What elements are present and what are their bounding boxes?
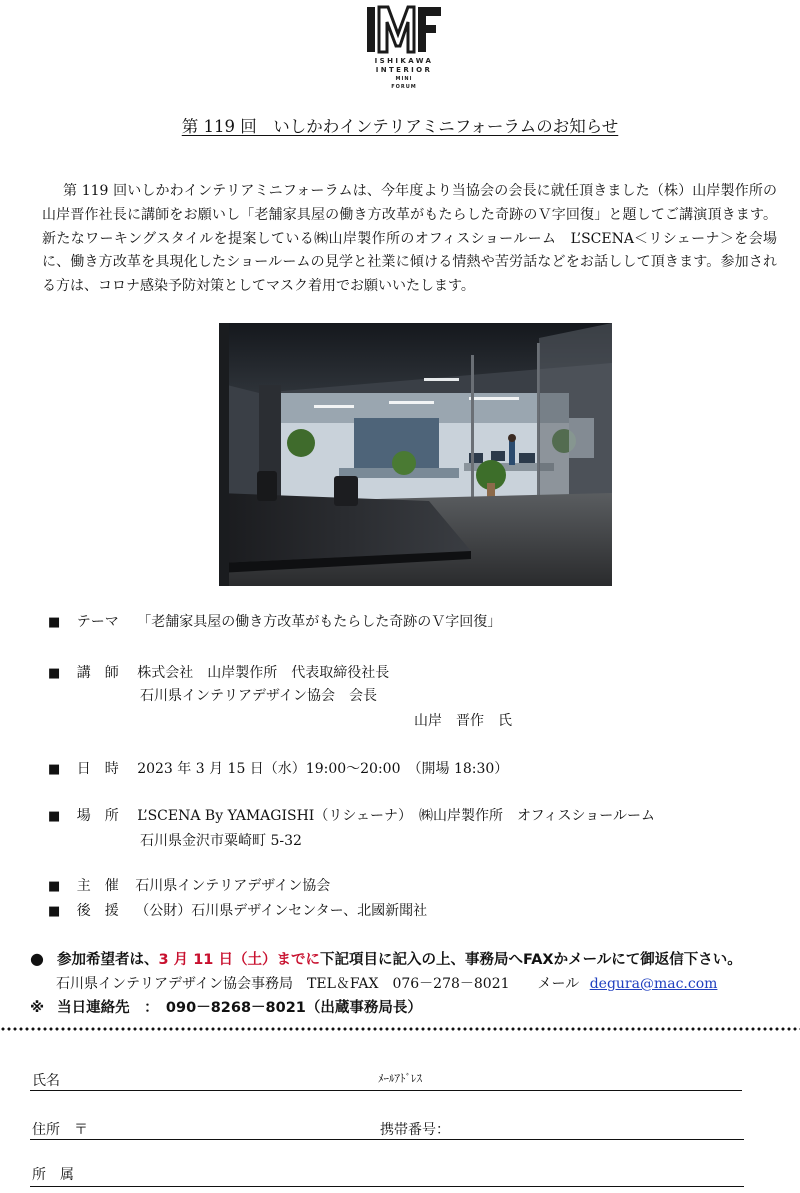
venue-line1: L’SCENA By YAMAGISHI（リシェーナ） ㈱山岸製作所 オフィスショールーム — [137, 808, 655, 824]
speaker-line1: 株式会社 山岸製作所 代表取締役社長 — [137, 665, 390, 681]
bullet-square: ■ — [48, 809, 61, 824]
venue-line2: 石川県金沢市粟崎町 5-32 — [140, 833, 302, 849]
support-label: 後 援 — [76, 903, 119, 919]
form-affiliation-line[interactable] — [30, 1186, 744, 1187]
speaker-name: 山岸 晋作 氏 — [414, 713, 512, 729]
theme-row — [48, 612, 501, 633]
imf-logo — [362, 0, 446, 98]
logo-text-forum: FORUM — [391, 84, 417, 90]
page-title: 第 119 回 いしかわインテリアミニフォーラムのお知らせ — [181, 117, 619, 136]
logo-text-mini: MINI — [395, 76, 413, 82]
host-label: 主 催 — [76, 878, 119, 894]
notice-part1: 参加希望者は、 — [57, 952, 159, 968]
contact-info: 当日連絡先 ： 090－8268－8021（出蔵事務局長） — [57, 1000, 422, 1016]
theme-value: 「老舗家具屋の働き方改革がもたらした奇跡のＶ字回復」 — [137, 614, 502, 630]
bullet-square: ■ — [48, 904, 61, 919]
form-mobile-label: 携帯番号： — [380, 1122, 450, 1138]
logo-text-interior: INTERIOR — [375, 66, 433, 74]
theme-label: テーマ — [76, 614, 119, 630]
cut-line-divider — [0, 1027, 800, 1031]
host-value: 石川県インテリアデザイン協会 — [135, 878, 331, 894]
contact-mark: ※ — [30, 1000, 45, 1016]
form-name-email-line[interactable] — [30, 1090, 742, 1091]
datetime-label: 日 時 — [76, 761, 119, 777]
speaker-label: 講 師 — [76, 665, 119, 681]
intro-paragraph: 第 119 回いしかわインテリアミニフォーラムは、今年度より当協会の会長に就任頂きました（株）山岸製作所の山岸晋作社長に講師をお願いし「老舗家具屋の働き方改革がもたらした奇跡のＶ字回復」と題してご講演頂きます。新たなワーキングスタイルを提案している㈱山岸製作所のオフィスショールーム L’SCENA＜リシェーナ＞を会場に、働き方改革を具現化したショールームの見学と社業に傾ける情熱や苦労話などをお話しして頂きます。参加される方は、コロナ感染予防対策としてマスク着用でお願いいたします。 — [42, 183, 777, 295]
support-value: （公財）石川県デザインセンター、北國新聞社 — [135, 903, 428, 919]
datetime-row — [48, 759, 508, 780]
bullet-square: ■ — [48, 615, 61, 630]
support-row — [48, 901, 427, 922]
email-link[interactable]: degura@mac.com — [589, 976, 718, 992]
form-address-label: 住所 〒 — [32, 1122, 88, 1138]
form-address-mobile-line[interactable] — [30, 1139, 744, 1140]
form-affiliation-label: 所 属 — [32, 1167, 74, 1183]
form-email-label: ﾒｰﾙｱﾄﾞﾚｽ — [378, 1072, 422, 1085]
speaker-row — [48, 663, 389, 684]
bullet-square: ■ — [48, 762, 61, 777]
host-row — [48, 876, 330, 897]
datetime-value: 2023 年 3 月 15 日（水）19:00～20:00 （開場 18:30） — [137, 761, 509, 777]
notice-part2: 下記項目に記入の上、事務局へFAXかメールにて御返信下さい。 — [319, 952, 742, 968]
imf-logo-mark — [362, 0, 446, 56]
bullet-square: ■ — [48, 666, 61, 681]
logo-text-ishikawa: ISHIKAWA — [374, 57, 434, 65]
venue-row — [48, 806, 655, 827]
office-info: 石川県インテリアデザイン協会事務局 TEL＆FAX 076－278－8021 メール — [56, 976, 580, 992]
form-name-label: 氏名 — [32, 1073, 60, 1089]
notice-line — [30, 948, 742, 969]
showroom-photo — [219, 323, 612, 586]
bullet-circle: ● — [30, 949, 44, 968]
bullet-square: ■ — [48, 879, 61, 894]
notice-deadline: 3 月 11 日（土）までに — [158, 952, 320, 968]
contact-line — [30, 996, 422, 1017]
venue-label: 場 所 — [76, 808, 119, 824]
office-line — [56, 973, 717, 993]
speaker-line2: 石川県インテリアデザイン協会 会長 — [140, 688, 378, 704]
